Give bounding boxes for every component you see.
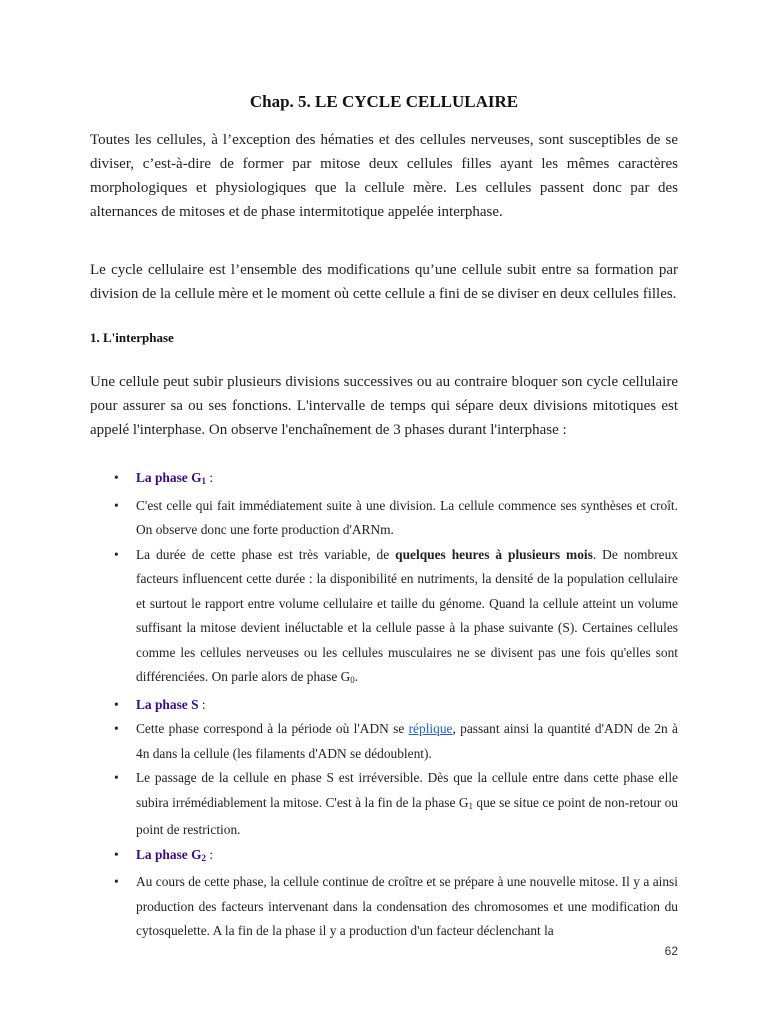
duration-emphasis: quelques heures à plusieurs mois (395, 546, 593, 562)
list-item (90, 870, 678, 944)
section-heading-interphase: 1. L'interphase (90, 330, 174, 345)
page-number: 62 (664, 944, 678, 958)
replique-link[interactable]: réplique (408, 721, 453, 736)
phase-bullet-list (90, 466, 678, 944)
list-item-phase-g2-label: • La phase $G_2$ : (90, 843, 678, 871)
phase-g1-bullet-1: C'est celle qui fait immédiatement suite à une division. La cellule commence ses synthèses et croît. On observe donc une forte production d'ARNm. (136, 497, 678, 537)
list-item: • La durée de cette phase est très variable, de quelques heures à plusieurs mois. De nombreux facteurs influencent cette durée : la disponibilité en nutriments, la densité de la population cellulaire et surtout le rapport entre volume cellulaire et taille du génome. Quand la cellule atteint un volume suffisant la mitose devient inéluctable et la cellule passe à la phase suivante (S). Certaines cellules comme les cellules nerveuses ou les cellules musculaires ne se divisent pas une fois qu'elles sont différenciées. On parle alors de phase $G_0$. (90, 543, 678, 693)
phase-s-label: La phase S (136, 696, 199, 712)
list-item-phase-s-label: • La phase S : (90, 693, 678, 718)
list-item-phase-g1-label: • La phase $G_1$ : (90, 466, 678, 494)
list-item (90, 494, 678, 543)
list-item: • Cette phase correspond à la période où l'ADN se réplique, passant ainsi la quantité d'ADN de 2n à 4n dans la cellule (les filaments d'ADN se dédoublent). (90, 717, 678, 766)
intro-paragraph-2: Le cycle cellulaire est l’ensemble des modifications qu’une cellule subit entre sa formation par division de la cellule mère et le moment où cette cellule a fini de se diviser en deux cellules filles. (90, 262, 678, 302)
interphase-paragraph: Une cellule peut subir plusieurs divisions successives ou au contraire bloquer son cycle cellulaire pour assurer sa ou ses fonctions. L'intervalle de temps qui sépare deux divisions mitotiques est appelé l'interphase. On observe l'enchaînement de 3 phases durant l'interphase : (90, 374, 678, 438)
phase-g2-bullet-1: Au cours de cette phase, la cellule continue de croître et se prépare à une nouvelle mitose. Il y a ainsi production des facteurs intervenant dans la condensation des chromosomes et une modification du cytosquelette. A la fin de la phase il y a production d'un facteur déclenchant la (136, 874, 678, 938)
intro-paragraph-1: Toutes les cellules, à l’exception des hématies et des cellules nerveuses, sont susceptibles de se diviser, c’est-à-dire de former par mitose deux cellules filles ayant les mêmes caractères morphologiques et physiologiques que la cellule mère. Les cellules passent donc par des alternances de mitoses et de phase intermitotique appelée interphase. (90, 132, 678, 220)
phase-g1-label: La phase $G_1$ (136, 470, 206, 486)
chapter-title: Chap. 5. LE CYCLE CELLULAIRE (249, 92, 519, 111)
list-item: • Le passage de la cellule en phase S est irréversible. Dès que la cellule entre dans cette phase elle subira irrémédiablement la mitose. C'est à la fin de la phase $G_1$ que se situe ce point de non-retour ou point de restriction. (90, 766, 678, 843)
phase-g2-label: La phase $G_2$ (136, 846, 206, 863)
